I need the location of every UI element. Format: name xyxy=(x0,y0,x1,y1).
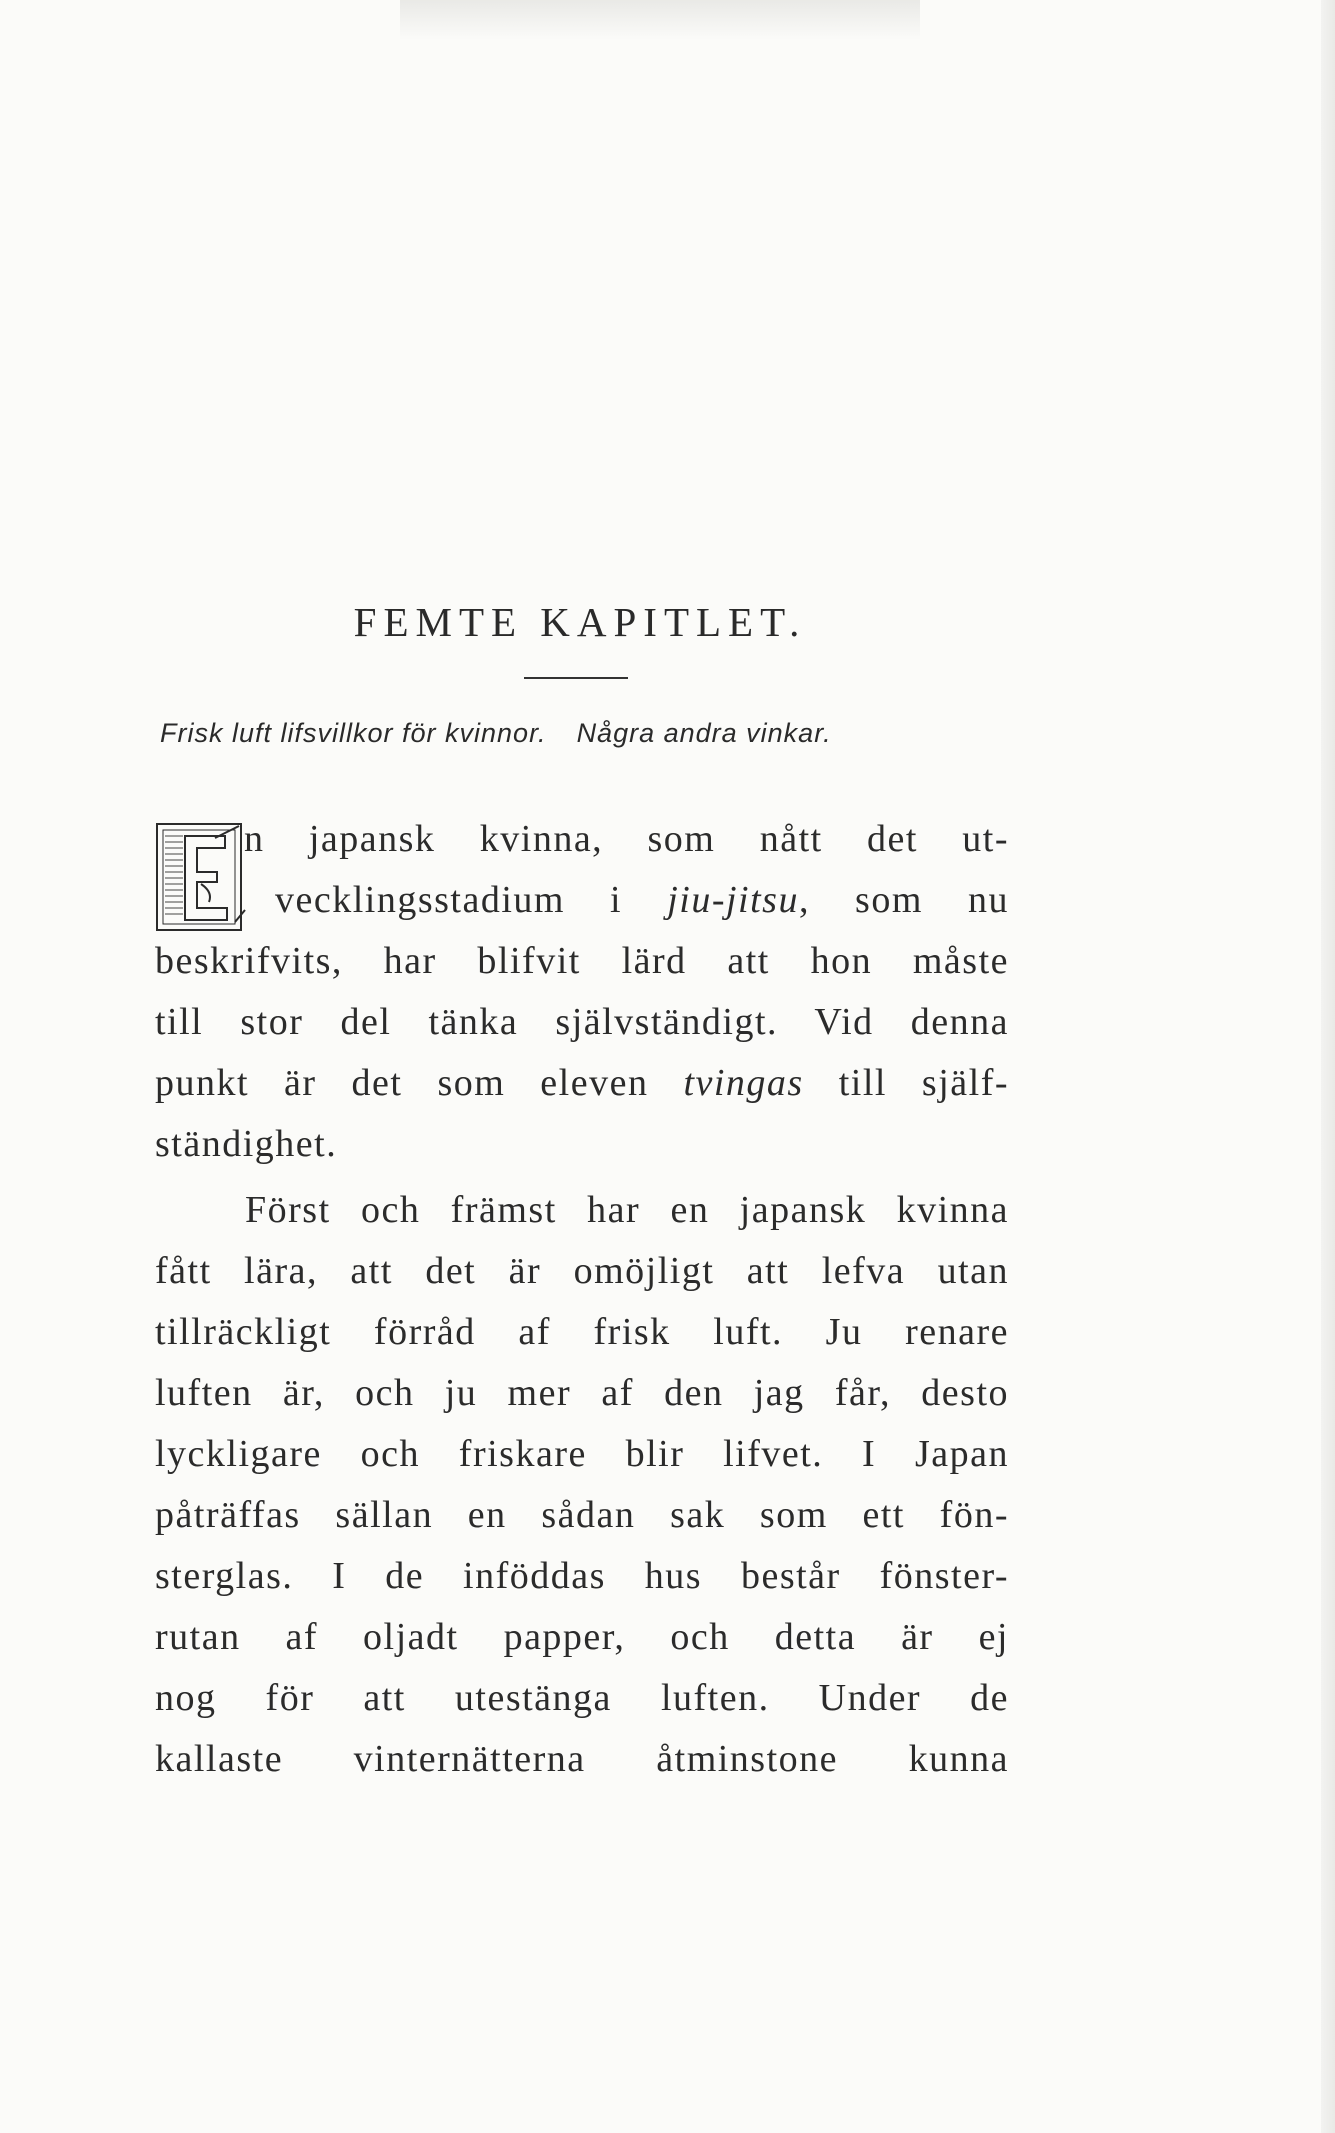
text-line: ständighet. xyxy=(155,1123,338,1165)
text-line: rutan af oljadt papper, och detta är ej xyxy=(155,1616,1009,1658)
summary-part-2: Några andra vinkar. xyxy=(576,718,832,748)
text-line: till stor del tänka självständigt. Vid denna xyxy=(155,1001,1009,1043)
chapter-title: FEMTE KAPITLET. xyxy=(353,599,807,645)
text-line: kallaste vinternätterna åtminstone kunna xyxy=(155,1738,1009,1780)
emphasis-text: jiu-jitsu xyxy=(667,879,799,921)
title-rule xyxy=(524,677,628,679)
chapter-summary xyxy=(160,718,1000,749)
text-span: vecklingsstadium i xyxy=(275,879,668,921)
text-line: luften är, och ju mer af den jag får, desto xyxy=(155,1372,1009,1414)
text-line: n japansk kvinna, som nått det ut- xyxy=(244,818,1009,860)
summary-part-1: Frisk luft lifsvillkor för kvinnor. xyxy=(160,718,547,748)
text-line: fått lära, att det är omöjligt att lefva utan xyxy=(155,1250,1009,1292)
text-line xyxy=(155,1059,1009,1107)
text-line: beskrifvits, har blifvit lärd att hon måste xyxy=(155,940,1009,982)
text-line: lyckligare och friskare blir lifvet. I Japan xyxy=(155,1433,1009,1475)
text-line xyxy=(275,876,1009,924)
text-line: Först och främst har en japansk kvinna xyxy=(245,1189,1009,1231)
text-span: punkt är det som eleven xyxy=(155,1062,684,1104)
text-span: till själf- xyxy=(803,1062,1009,1104)
scan-edge xyxy=(1321,0,1335,2133)
text-span: , som nu xyxy=(798,879,1009,921)
text-line: sterglas. I de inföddas hus består fönster- xyxy=(155,1555,1009,1597)
text-line: påträffas sällan en sådan sak som ett fön- xyxy=(155,1494,1009,1536)
drop-cap-e-icon xyxy=(155,822,247,934)
emphasis-text: tvingas xyxy=(683,1062,804,1104)
text-line: tillräckligt förråd af frisk luft. Ju renare xyxy=(155,1311,1009,1353)
scan-smudge xyxy=(400,0,920,40)
text-line: nog för att utestänga luften. Under de xyxy=(155,1677,1009,1719)
